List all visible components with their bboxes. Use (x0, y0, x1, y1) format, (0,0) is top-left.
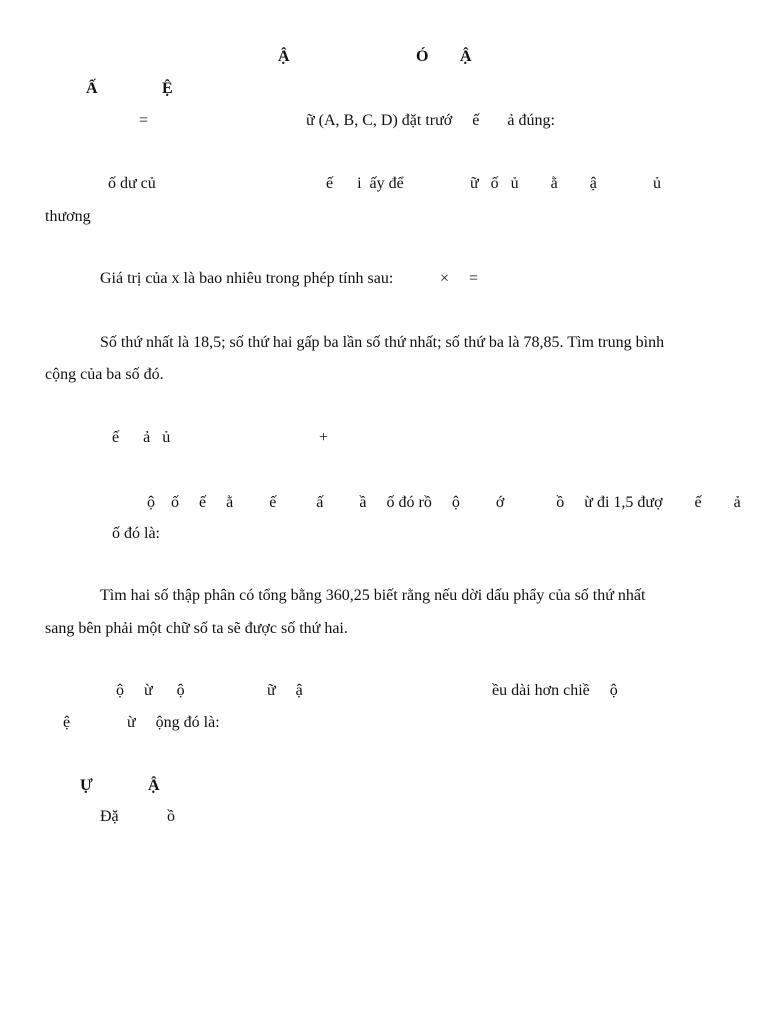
q7-line2-b: ừ ộng đó là: (127, 714, 220, 731)
q4-plus: + (319, 429, 329, 446)
q5-line2: ố đó là: (112, 525, 160, 542)
section1-heading-a: Ấ (86, 80, 98, 97)
section2-sub-b: ồ (167, 808, 175, 825)
q2-ops: × = (440, 270, 479, 287)
q3-line1: Số thứ nhất là 18,5; số thứ hai gấp ba lần số thứ nhất; số thứ ba là 78,85. Tìm trung bình (100, 334, 665, 351)
section2-heading-b: Ậ (148, 777, 160, 794)
q7-line1-b: ữ ậ (267, 682, 303, 699)
q1-line2: thương (45, 208, 91, 225)
section1-instruction: ữ (A, B, C, D) đặt trướ ế ả đúng: (306, 112, 555, 129)
title-char-1: Ậ (278, 48, 290, 65)
section1-heading-b: Ệ (162, 80, 173, 97)
q1-line1-b: ế i ấy để (326, 175, 404, 192)
q3-line2: cộng của ba số đó. (45, 366, 164, 383)
title-char-2: Ó (416, 48, 429, 65)
q1-line1-c: ữ ố ủ ằ ậ (470, 175, 597, 192)
q7-line1-c: ều dài hơn chiề ộ (492, 682, 618, 699)
section1-eq: = (139, 112, 149, 129)
section2-sub-a: Đặ (100, 808, 119, 825)
q1-line1-d: ủ (653, 175, 661, 192)
title-char-3: Ậ (460, 48, 472, 65)
q1-line1-a: ố dư củ (108, 175, 156, 192)
q7-line2-a: ệ (63, 714, 71, 731)
q5-line1: ộ ố ế ằ ế ấ ầ ố đó rồ ộ ớ ồ ừ đi 1,5 đượ ế ả (147, 494, 741, 511)
q4-text: ế ả ủ (112, 429, 171, 446)
q6-line1: Tìm hai số thập phân có tổng bằng 360,25 biết rằng nếu dời dấu phẩy của số thứ nhất (100, 587, 646, 604)
q2-text: Giá trị của x là bao nhiêu trong phép tính sau: (100, 270, 394, 287)
q7-line1-a: ộ ừ ộ (116, 682, 185, 699)
section2-heading-a: Ự (80, 777, 93, 794)
q6-line2: sang bên phải một chữ số ta sẽ được số thứ hai. (45, 620, 348, 637)
